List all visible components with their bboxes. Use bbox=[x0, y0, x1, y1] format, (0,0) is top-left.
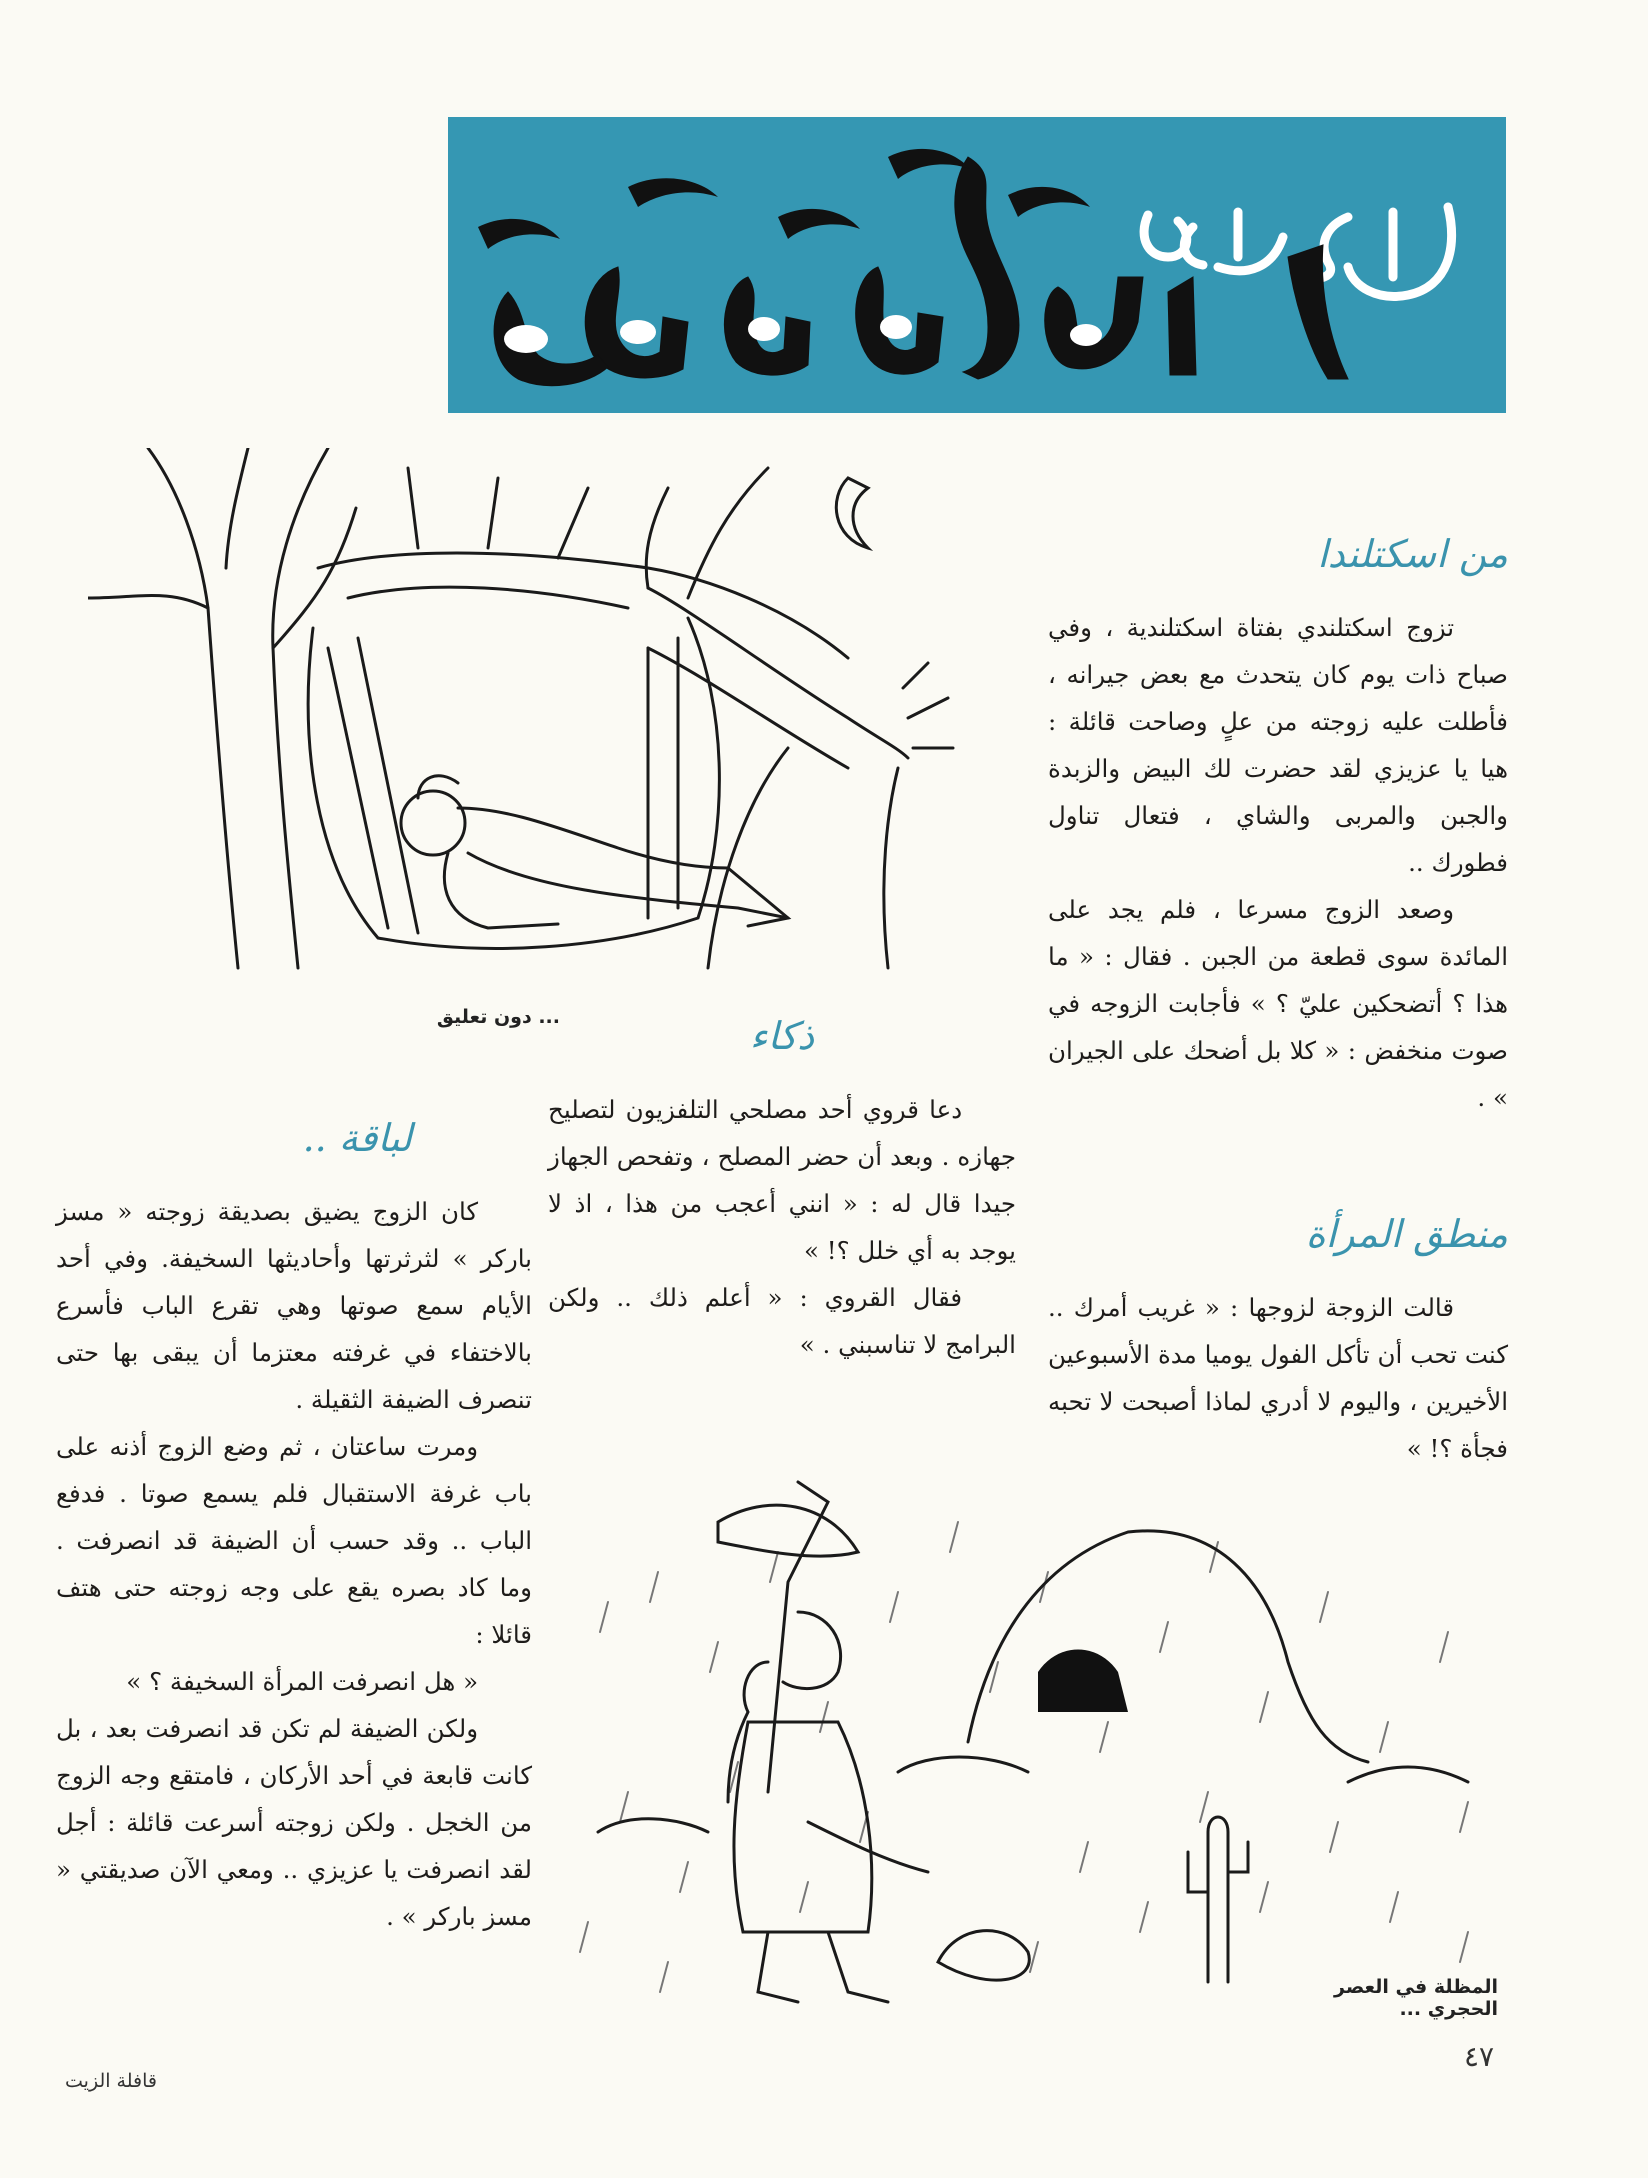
article-tact bbox=[56, 1112, 532, 1940]
caveman-caption: المظلة في العصر الحجري ... bbox=[1334, 1976, 1498, 2020]
article-title: ذكاء bbox=[749, 1014, 815, 1058]
article-paragraph: دعا قروي أحد مصلحي التلفزيون لتصليح جهازه . وبعد أن حضر المصلح ، وتفحص الجهاز جيدا قال له : « انني أعجب من هذا ، اذ لا يوجد به أي خلل ؟! » bbox=[548, 1095, 1016, 1265]
article-paragraph: وصعد الزوج مسرعا ، فلم يجد على المائدة سوى قطعة من الجبن . فقال : « ما هذا ؟ أتضحكين عليّ ؟ » فأجابت الزوجه في صوت منخفض : « كلا بل أضحك على الجيران » . bbox=[1048, 895, 1508, 1112]
article-smart bbox=[548, 1010, 1016, 1368]
article-title: منطق المرأة bbox=[1305, 1212, 1508, 1256]
article-paragraph: ومرت ساعتان ، ثم وضع الزوج أذنه على باب غرفة الاستقبال فلم يسمع صوتا . فدفع الباب .. وقد حسب أن الضيفة قد انصرفت . وما كاد بصره يقع على وجه زوجته حتى هتف قائلا : bbox=[56, 1432, 532, 1649]
article-paragraph: كان الزوج يضيق بصديقة زوجته « مسز باركر » لثرثرتها وأحاديثها السخيفة. وفي أحد الأيام سمع صوتها وهي تقرع الباب فأسرع بالاختفاء في غرفته معتزما أن يبقى بها حتى تنصرف الضيفة الثقيلة . bbox=[56, 1197, 532, 1414]
article-paragraph: قالت الزوجة لزوجها : « غريب أمرك .. كنت تحب أن تأكل الفول يوميا مدة الأسبوعين الأخيرين ، واليوم لا أدري لماذا أصبحت لا تحبه فجأة ؟! » bbox=[1048, 1293, 1508, 1463]
magazine-name: قافلة الزيت bbox=[65, 2070, 157, 2092]
article-scotland bbox=[1048, 528, 1508, 1121]
article-title: لباقة .. bbox=[302, 1116, 412, 1160]
title-banner bbox=[448, 117, 1506, 413]
hammock-cartoon bbox=[88, 448, 956, 970]
article-woman-logic bbox=[1048, 1208, 1508, 1472]
hammock-caption: ... دون تعليق bbox=[436, 1006, 560, 1028]
article-paragraph: « هل انصرفت المرأة السخيفة ؟ » bbox=[126, 1667, 479, 1696]
page-number: ٤٧ bbox=[1463, 2040, 1495, 2073]
calligraphy-title-art bbox=[448, 117, 1506, 413]
article-title: من اسكتلندا bbox=[1317, 532, 1508, 576]
caveman-cartoon bbox=[568, 1462, 1512, 2014]
article-paragraph: ولكن الضيفة لم تكن قد انصرفت بعد ، بل كانت قابعة في أحد الأركان ، فامتقع وجه الزوج من الخجل . ولكن زوجته أسرعت قائلة : أجل لقد انصرفت يا عزيزي .. ومعي الآن صديقتي « مسز باركر » . bbox=[56, 1714, 532, 1931]
article-paragraph: فقال القروي : « أعلم ذلك .. ولكن البرامج لا تناسبني . » bbox=[548, 1283, 1016, 1359]
article-paragraph: تزوج اسكتلندي بفتاة اسكتلندية ، وفي صباح ذات يوم كان يتحدث مع بعض جيرانه ، فأطلت عليه زوجته من علٍ وصاحت قائلة : هيا يا عزيزي لقد حضرت لك البيض والزبدة والجبن والمربى والشاي ، فتعال تناول فطورك .. bbox=[1048, 613, 1508, 877]
